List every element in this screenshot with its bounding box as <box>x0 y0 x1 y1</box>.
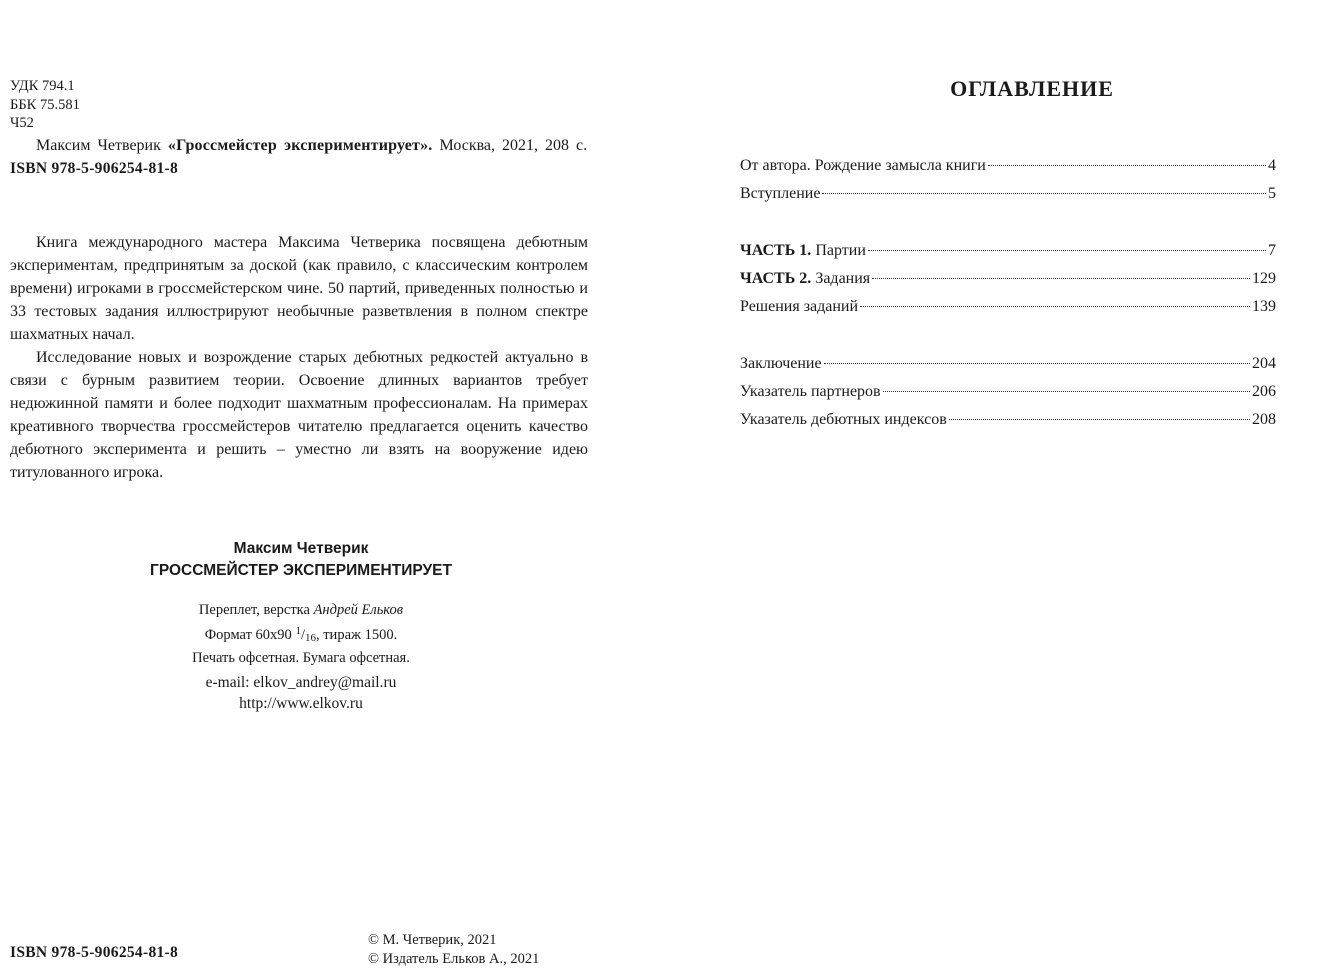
copyright-notices <box>368 931 539 969</box>
copyright-author: © М. Четверик, 2021 <box>368 932 497 948</box>
toc-entry <box>740 381 1276 403</box>
biblio-title: «Гроссмейстер экспериментирует». <box>167 137 433 154</box>
toc-entry-page: 5 <box>1268 185 1276 202</box>
toc-entry-title <box>740 296 858 318</box>
toc-entry-page: 4 <box>1268 157 1276 174</box>
udk-code: УДК 794.1 <box>10 78 75 94</box>
format-denominator: 16 <box>304 631 316 644</box>
toc-leader <box>988 165 1266 166</box>
toc-leader <box>883 391 1250 392</box>
format-line: Формат 60x90 $^1$/16, тираж 1500. <box>204 624 398 644</box>
toc-entry-text: Вступление <box>740 185 821 202</box>
toc-entry-page: 208 <box>1252 411 1276 428</box>
toc-entry <box>740 409 1276 431</box>
toc-entry-page: 139 <box>1252 298 1276 315</box>
author-mark: Ч52 <box>10 115 34 131</box>
toc-entry-title <box>740 268 870 290</box>
toc-entry-text: От автора. Рождение замысла книги <box>740 157 986 174</box>
toc-entry-text: Заключение <box>740 355 822 372</box>
toc-entry <box>740 296 1276 318</box>
toc-entry-title <box>740 155 986 177</box>
binding-prefix: Переплет, верстка <box>198 602 310 618</box>
toc-leader <box>868 250 1266 251</box>
biblio-author: Максим Четверик <box>36 137 161 154</box>
contact-url: http://www.elkov.ru <box>239 695 363 712</box>
toc-entry-title <box>740 381 881 403</box>
format-prefix: Формат 60x90 <box>204 626 292 643</box>
biblio-publication: Москва, 2021, 208 с. <box>439 137 588 154</box>
binding-name: Андрей Ельков <box>313 602 404 618</box>
toc-entry-text: Указатель партнеров <box>740 383 881 400</box>
toc-leader <box>824 363 1250 364</box>
imprint-title: ГРОССМЕЙСТЕР ЭКСПЕРИМЕНТИРУЕТ <box>150 562 452 579</box>
toc-entry-page: 204 <box>1252 355 1276 372</box>
toc-leader <box>822 193 1266 194</box>
toc-entry-title <box>740 240 866 262</box>
imprint-author: Максим Четверик <box>233 540 369 557</box>
toc-entry-title <box>740 183 820 205</box>
binding-credit <box>0 600 602 621</box>
toc-entry-text: Задания <box>811 270 871 287</box>
toc-entry-text: Партии <box>811 242 866 259</box>
toc-leader <box>949 419 1250 420</box>
toc-entry-page: 7 <box>1268 242 1276 259</box>
annotation-paragraph: Исследование новых и возрождение старых дебютных редкостей актуально в связи с бурным развитием теории. Освоение длинных вариантов требует недюжинной памяти и более подходит шахматным профессионалам. На примерах креативного творчества гроссмейстеров читателю предлагается оценить качество дебютного эксперимента и решить – уместно ли взять на вооружение идею титулованного игрока. <box>10 349 588 481</box>
toc-entry <box>740 240 1276 262</box>
toc-entry <box>740 268 1276 290</box>
toc-entry-text: Указатель дебютных индексов <box>740 411 947 428</box>
annotation-paragraph: Книга международного мастера Максима Четверика посвящена дебютным экспериментам, предпринятым за доской (как правило, с классическим контролем времени) игроками в гроссмейстерском чине. 50 партий, приведенных полностью и 33 тестовых задания иллюстрируют необычные разветвления в полном спектре шахматных начал. <box>10 234 588 343</box>
imprint-details <box>0 600 602 669</box>
toc-leader <box>872 278 1250 279</box>
classification-codes <box>10 77 80 133</box>
bbk-code: ББК 75.581 <box>10 96 80 113</box>
toc-entry-text: Решения заданий <box>740 298 859 315</box>
toc-entry-page: 206 <box>1252 383 1276 400</box>
toc-heading: ОГЛАВЛЕНИЕ <box>950 76 1114 101</box>
isbn-top: ISBN 978-5-906254-81-8 <box>10 159 179 177</box>
imprint-contacts <box>0 672 602 714</box>
toc-entry-page: 129 <box>1252 270 1276 287</box>
toc-leader <box>860 306 1250 307</box>
contact-email: e-mail: elkov_andrey@mail.ru <box>205 674 397 691</box>
isbn-bottom: ISBN 978-5-906254-81-8 <box>10 944 179 961</box>
biblio-record <box>10 135 590 158</box>
annotation <box>10 231 588 484</box>
toc-entry-title <box>740 409 947 431</box>
toc-entry-prefix: ЧАСТЬ 1. <box>740 242 812 259</box>
toc-entry <box>740 353 1276 375</box>
toc-entry <box>740 183 1276 205</box>
bibliographic-description <box>10 135 590 180</box>
print-info: Печать офсетная. Бумага офсетная. <box>192 650 410 666</box>
copyright-publisher: © Издатель Ельков А., 2021 <box>368 951 540 967</box>
toc-entry <box>740 155 1276 177</box>
toc-entry-title <box>740 353 822 375</box>
format-suffix: , тираж 1500. <box>315 626 398 643</box>
toc-entry-prefix: ЧАСТЬ 2. <box>740 270 812 287</box>
right-page <box>662 0 1324 980</box>
format-numerator: 1 <box>295 624 301 637</box>
